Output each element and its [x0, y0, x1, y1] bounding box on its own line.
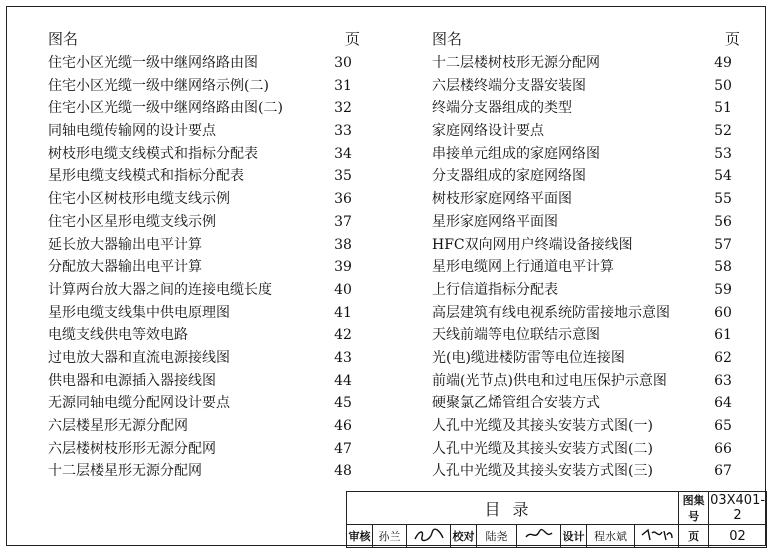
entry-title: 计算两台放大器之间的连接电缆长度: [48, 281, 272, 298]
index-entry: [44, 324, 360, 347]
designer-signature: [635, 525, 679, 548]
entry-title: 光(电)缆进楼防雷等电位连接图: [432, 349, 625, 366]
entry-page: 55: [714, 191, 732, 208]
atlas-number-label: 图集号: [679, 492, 709, 525]
index-entry: [428, 324, 740, 347]
entry-page: 50: [714, 77, 732, 94]
entry-title: 住宅小区光缆一级中继网络示例(二): [48, 77, 269, 94]
entry-title: 星形电缆支线集中供电原理图: [48, 304, 230, 321]
index-entry: [428, 234, 740, 257]
entry-page: 42: [334, 327, 352, 344]
index-entry: [428, 120, 740, 143]
entry-title: 住宅小区星形电缆支线示例: [48, 213, 216, 230]
index-entry: [428, 370, 740, 393]
entry-page: 63: [714, 372, 732, 389]
index-entry: [44, 392, 360, 415]
index-entry: [428, 415, 740, 438]
entry-title: 同轴电缆传输网的设计要点: [48, 123, 216, 140]
right-index-column: [428, 28, 740, 483]
entry-title: 终端分支器组成的类型: [432, 100, 572, 117]
entry-page: 49: [714, 55, 732, 71]
entry-title: 星形电缆支线模式和指标分配表: [48, 168, 244, 185]
entry-title: 电缆支线供电等效电路: [48, 327, 188, 344]
index-entry: [44, 438, 360, 461]
entry-page: 60: [714, 304, 732, 321]
index-entry: [44, 165, 360, 188]
designer-name: 程水斌: [587, 525, 635, 548]
index-entry: [44, 188, 360, 211]
header-page-label: 页: [344, 30, 360, 48]
index-entry: [44, 279, 360, 302]
index-entry: [428, 211, 740, 234]
entry-page: 65: [714, 418, 732, 434]
entry-page: 45: [334, 395, 352, 412]
entry-page: 30: [334, 55, 352, 71]
entry-page: 39: [334, 259, 352, 276]
entry-page: 46: [334, 418, 352, 434]
index-entry: [44, 143, 360, 166]
entry-page: 47: [334, 440, 352, 457]
entry-page: 34: [334, 145, 352, 162]
checker-signature: [517, 525, 561, 548]
page-label: 页: [679, 525, 709, 548]
entry-title: HFC双向网用户终端设备接线图: [432, 236, 633, 253]
index-entry: [44, 256, 360, 279]
entry-page: 64: [714, 395, 732, 412]
index-entry: [44, 120, 360, 143]
entry-page: 40: [334, 281, 352, 298]
entry-page: 51: [714, 100, 732, 117]
entry-title: 供电器和电源插入器接线图: [48, 372, 216, 389]
index-entry: [428, 256, 740, 279]
entry-title: 人孔中光缆及其接头安装方式图(三): [432, 463, 653, 480]
entry-page: 56: [714, 213, 732, 230]
entry-page: 38: [334, 236, 352, 253]
index-entry: [428, 97, 740, 120]
index-entry: [44, 460, 360, 483]
checker-name: 陆尧: [477, 525, 517, 548]
check-label: 校对: [451, 525, 477, 548]
entry-page: 43: [334, 349, 352, 366]
index-entry: [44, 347, 360, 370]
index-entry: [428, 143, 740, 166]
entry-title: 住宅小区光缆一级中继网络路由图: [48, 55, 258, 71]
entry-page: 32: [334, 100, 352, 117]
reviewer-name: 孙兰: [373, 525, 407, 548]
index-entry: [428, 165, 740, 188]
index-entry: [44, 302, 360, 325]
index-entry: [428, 392, 740, 415]
index-entry: [428, 188, 740, 211]
design-label: 设计: [561, 525, 587, 548]
entry-title: 六层楼星形无源分配网: [48, 418, 188, 434]
entry-title: 前端(光节点)供电和过电压保护示意图: [432, 372, 667, 389]
entry-page: 44: [334, 372, 352, 389]
entry-title: 星形电缆网上行通道电平计算: [432, 259, 614, 276]
entry-page: 67: [714, 463, 732, 480]
entry-title: 六层楼终端分支器安装图: [432, 77, 586, 94]
entry-page: 33: [334, 123, 352, 140]
entry-title: 分配放大器输出电平计算: [48, 259, 202, 276]
left-index-column: [44, 28, 360, 483]
entry-page: 35: [334, 168, 352, 185]
entry-title: 人孔中光缆及其接头安装方式图(二): [432, 440, 653, 457]
header-title-label: 图名: [432, 30, 463, 48]
entry-page: 58: [714, 259, 732, 276]
index-entry: [44, 415, 360, 438]
entry-page: 61: [714, 327, 732, 344]
index-entry: [428, 279, 740, 302]
index-entry: [44, 52, 360, 75]
header-page-label: 页: [724, 30, 740, 48]
entry-title: 人孔中光缆及其接头安装方式图(一): [432, 418, 653, 434]
review-label: 审核: [347, 525, 373, 548]
entry-title: 分支器组成的家庭网络图: [432, 168, 586, 185]
entry-page: 54: [714, 168, 732, 185]
index-entry: [428, 347, 740, 370]
header-title-label: 图名: [48, 30, 79, 48]
entry-page: 53: [714, 145, 732, 162]
entry-title: 家庭网络设计要点: [432, 123, 544, 140]
index-entry: [428, 460, 740, 483]
page-number: 02: [709, 525, 767, 548]
entry-title: 十二层楼树枝形无源分配网: [432, 55, 600, 71]
atlas-number: 03X401-2: [710, 493, 766, 523]
entry-page: 31: [334, 77, 352, 94]
entry-page: 57: [714, 236, 732, 253]
entry-title: 树枝形电缆支线模式和指标分配表: [48, 145, 258, 162]
entry-page: 62: [714, 349, 732, 366]
index-entry: [44, 75, 360, 98]
index-entry: [44, 97, 360, 120]
reviewer-signature: [407, 525, 451, 548]
entry-title: 六层楼树枝形形无源分配网: [48, 440, 216, 457]
entry-title: 硬聚氯乙烯管组合安装方式: [432, 395, 600, 412]
entry-title: 串接单元组成的家庭网络图: [432, 145, 600, 162]
entry-title: 延长放大器输出电平计算: [48, 236, 202, 253]
entry-title: 无源同轴电缆分配网设计要点: [48, 395, 230, 412]
entry-page: 48: [334, 463, 352, 480]
index-entry: [44, 370, 360, 393]
index-entry: [44, 211, 360, 234]
entry-title: 星形家庭网络平面图: [432, 213, 558, 230]
index-entry: [428, 75, 740, 98]
entry-page: 52: [714, 123, 732, 140]
entry-page: 41: [334, 304, 352, 321]
index-entry: [428, 52, 740, 75]
entry-title: 高层建筑有线电视系统防雷接地示意图: [432, 304, 670, 321]
entry-page: 36: [334, 191, 352, 208]
entry-page: 37: [334, 213, 352, 230]
right-column-header: [428, 28, 740, 52]
left-column-header: [44, 28, 360, 52]
index-entry: [44, 234, 360, 257]
document-title: 目录: [347, 492, 679, 525]
entry-page: 66: [714, 440, 732, 457]
entry-title: 树枝形家庭网络平面图: [432, 191, 572, 208]
entry-page: 59: [714, 281, 732, 298]
entry-title: 住宅小区光缆一级中继网络路由图(二): [48, 100, 283, 117]
entry-title: 上行信道指标分配表: [432, 281, 558, 298]
entry-title: 天线前端等电位联结示意图: [432, 327, 600, 344]
index-entry: [428, 302, 740, 325]
index-entry: [428, 438, 740, 461]
entry-title: 住宅小区树枝形电缆支线示例: [48, 191, 230, 208]
title-block: [346, 491, 766, 546]
entry-title: 过电放大器和直流电源接线图: [48, 349, 230, 366]
entry-title: 十二层楼星形无源分配网: [48, 463, 202, 480]
